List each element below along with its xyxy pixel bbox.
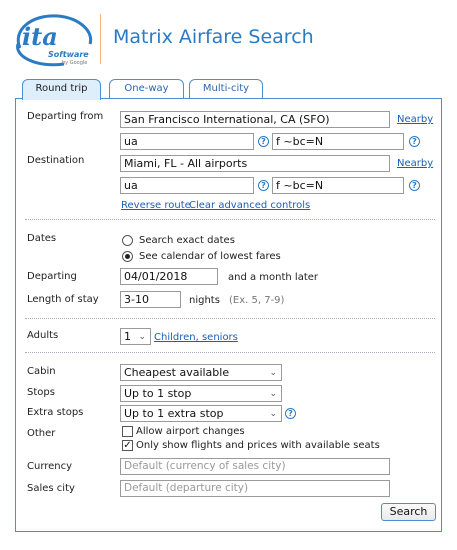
calendar-lowest-fares-radio[interactable] xyxy=(122,251,133,262)
cabin-value: Cheapest available xyxy=(124,366,230,379)
origin-input[interactable]: San Francisco International, CA (SFO) xyxy=(120,111,390,128)
calendar-lowest-fares-label: See calendar of lowest fares xyxy=(139,251,281,262)
destination-routing-input[interactable]: ua xyxy=(120,177,254,194)
sales-city-label: Sales city xyxy=(27,483,75,494)
exact-dates-radio[interactable] xyxy=(122,235,133,246)
departing-date-input[interactable]: 04/01/2018 xyxy=(120,268,218,285)
departing-date-label: Departing xyxy=(27,271,77,282)
length-of-stay-input[interactable]: 3-10 xyxy=(120,291,181,308)
adults-label: Adults xyxy=(27,330,59,341)
other-label: Other xyxy=(27,428,56,439)
section-divider xyxy=(25,318,435,319)
nights-label: nights xyxy=(189,295,220,306)
allow-airport-changes-label: Allow airport changes xyxy=(136,426,245,437)
stops-select[interactable] xyxy=(120,385,282,402)
destination-nearby-link[interactable]: Nearby xyxy=(397,158,434,169)
ita-software-logo xyxy=(10,10,100,70)
help-icon[interactable]: ? xyxy=(258,180,269,191)
clear-advanced-controls-link[interactable]: Clear advanced controls xyxy=(189,200,311,211)
tab-multi-city[interactable]: Multi-city xyxy=(189,79,263,99)
currency-input[interactable]: Default (currency of sales city) xyxy=(120,458,390,475)
children-seniors-link[interactable]: Children, seniors xyxy=(154,332,238,343)
origin-nearby-link[interactable]: Nearby xyxy=(397,114,434,125)
destination-input[interactable]: Miami, FL - All airports xyxy=(120,155,390,172)
exact-dates-label: Search exact dates xyxy=(139,235,235,246)
currency-label: Currency xyxy=(27,461,73,472)
help-icon[interactable]: ? xyxy=(258,136,269,147)
help-icon[interactable]: ? xyxy=(409,180,420,191)
destination-extension-input[interactable]: f ~bc=N xyxy=(272,177,404,194)
header-divider xyxy=(100,14,101,64)
stops-label: Stops xyxy=(27,387,55,398)
extra-stops-select[interactable] xyxy=(120,405,282,422)
extra-stops-label: Extra stops xyxy=(27,407,84,418)
tab-round-trip[interactable]: Round trip xyxy=(22,79,101,100)
chevron-down-icon: ⌄ xyxy=(269,409,277,419)
chevron-down-icon: ⌄ xyxy=(138,332,146,342)
sales-city-input[interactable]: Default (departure city) xyxy=(120,480,390,497)
logo-wordmark: ita xyxy=(22,22,58,51)
origin-extension-input[interactable]: f ~bc=N xyxy=(272,133,404,150)
only-available-seats-label: Only show flights and prices with available seats xyxy=(136,440,380,451)
search-button[interactable]: Search xyxy=(381,503,436,521)
adults-value: 1 xyxy=(124,330,131,343)
section-divider xyxy=(25,352,435,353)
cabin-select[interactable] xyxy=(120,364,282,381)
logo-software: Software xyxy=(48,50,89,59)
length-of-stay-label: Length of stay xyxy=(27,294,99,305)
help-icon[interactable]: ? xyxy=(409,136,420,147)
tab-one-way[interactable]: One-way xyxy=(109,79,184,99)
destination-label: Destination xyxy=(27,155,85,166)
adults-select[interactable] xyxy=(120,328,151,345)
origin-routing-input[interactable]: ua xyxy=(120,133,254,150)
logo-by-google: by Google xyxy=(62,60,88,66)
chevron-down-icon: ⌄ xyxy=(269,389,277,399)
departing-from-label: Departing from xyxy=(27,111,104,122)
stay-hint: (Ex. 5, 7-9) xyxy=(229,295,285,306)
departing-date-suffix: and a month later xyxy=(228,272,319,283)
only-available-seats-checkbox[interactable]: ✓ xyxy=(123,440,132,451)
allow-airport-changes-checkbox[interactable] xyxy=(122,426,133,437)
chevron-down-icon: ⌄ xyxy=(269,368,277,378)
extra-stops-value: Up to 1 extra stop xyxy=(124,407,224,420)
page-title: Matrix Airfare Search xyxy=(113,26,314,48)
dates-label: Dates xyxy=(27,233,57,244)
section-divider xyxy=(25,219,435,220)
cabin-label: Cabin xyxy=(27,366,56,377)
reverse-route-link[interactable]: Reverse route xyxy=(121,200,191,211)
help-icon[interactable]: ? xyxy=(285,408,296,419)
stops-value: Up to 1 stop xyxy=(124,387,192,400)
